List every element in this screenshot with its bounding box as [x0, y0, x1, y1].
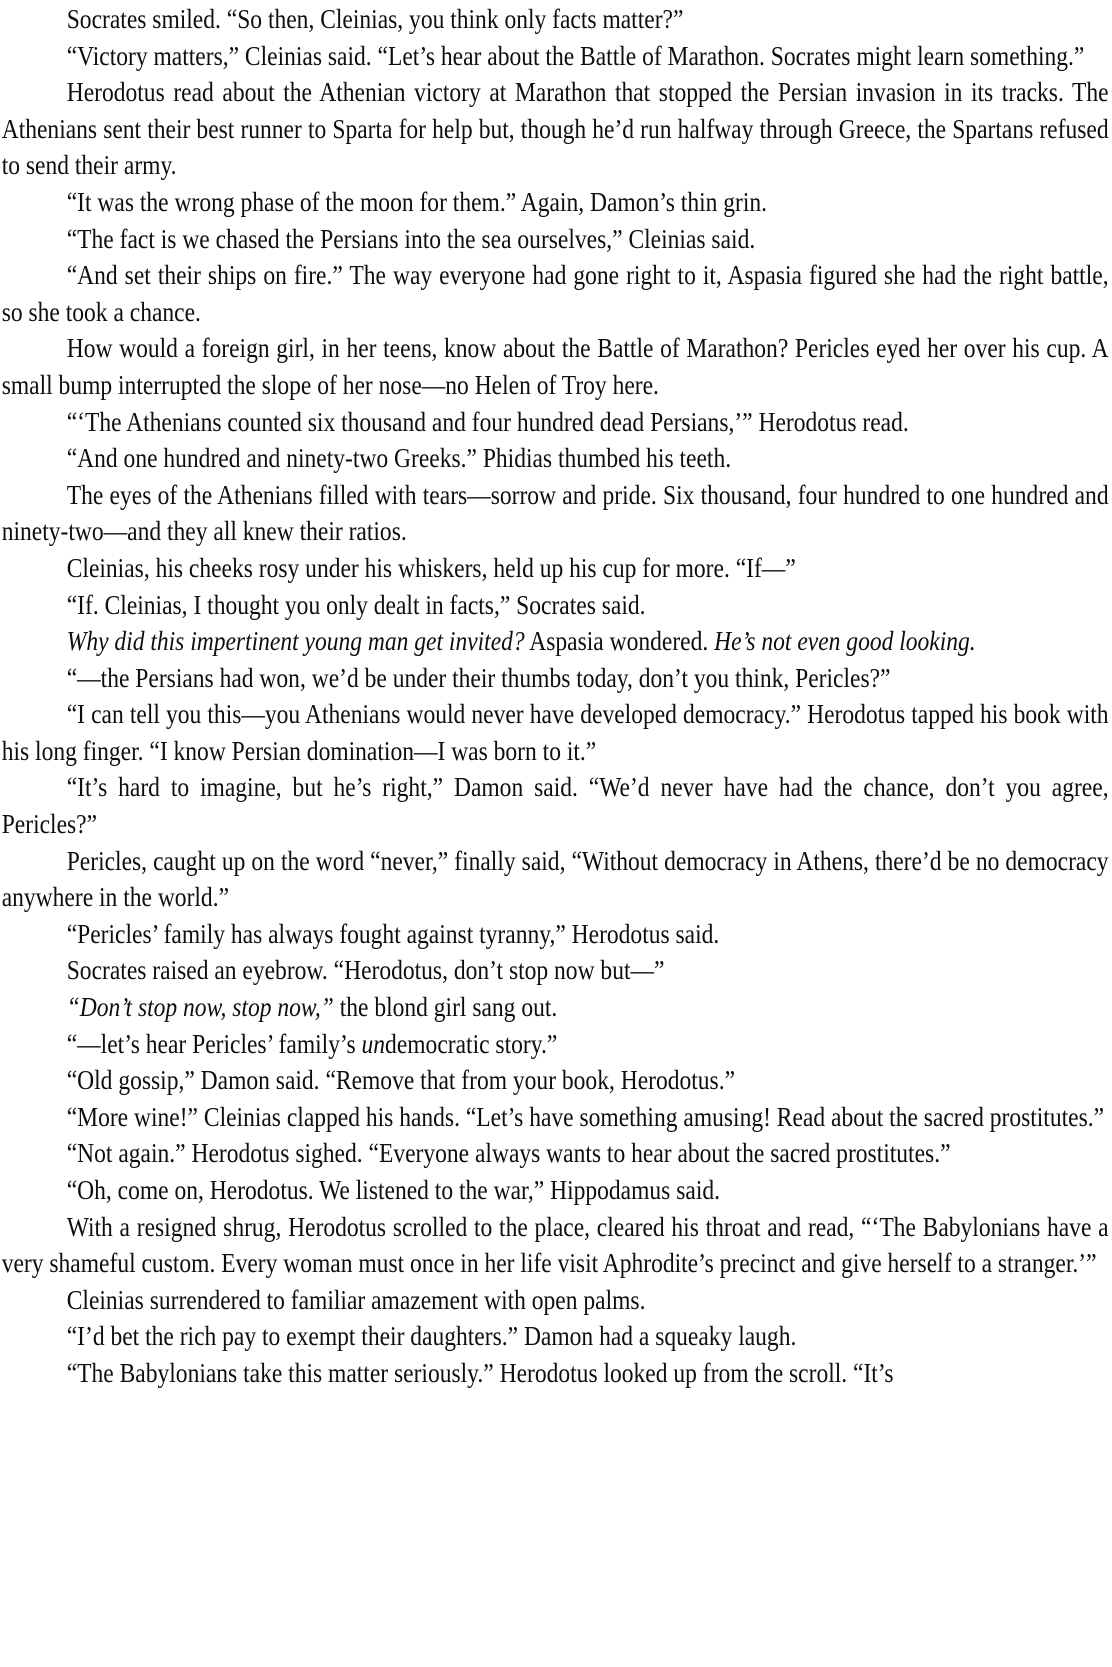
paragraph: [2, 477, 1109, 550]
text-segment: Cleinias, his cheeks rosy under his whiskers, held up his cup for more. “If—”: [66, 551, 796, 583]
text-segment: “Oh, come on, Herodotus. We listened to the war,” Hippodamus said.: [66, 1174, 720, 1205]
paragraph: [2, 1209, 1109, 1282]
paragraph: [2, 1135, 1109, 1172]
italic-text-segment: He’s not even good looking.: [714, 625, 976, 657]
text-segment: Cleinias surrendered to familiar amazement with open palms.: [66, 1283, 646, 1315]
paragraph: [2, 550, 1109, 587]
text-segment: “Pericles’ family has always fought against tyranny,” Herodotus said.: [66, 917, 720, 949]
text-segment: “It’s hard to imagine, but he’s right,” Damon said. “We’d never have had the chance, don’t you agree, Pericles?”: [1, 771, 1109, 840]
paragraph: [2, 1282, 1109, 1319]
paragraph: [2, 769, 1109, 842]
paragraph: [2, 1355, 1109, 1392]
paragraph: [2, 843, 1109, 916]
text-segment: “I can tell you this—you Athenians would never have developed democracy.” Herodotus tapped his book with his long finger. “I know Persian domination—I was born to it.”: [1, 698, 1109, 766]
text-segment: “Not again.” Herodotus sighed. “Everyone always wants to hear about the sacred prostitutes.”: [66, 1137, 951, 1169]
paragraph: [2, 1, 1109, 38]
text-segment: “I’d bet the rich pay to exempt their daughters.” Damon had a squeaky laugh.: [66, 1320, 797, 1352]
paragraph: [2, 916, 1109, 953]
text-segment: “And set their ships on fire.” The way everyone had gone right to it, Aspasia figured she had the right battle, so she took a chance.: [1, 259, 1109, 327]
italic-text-segment: Why did this impertinent young man get invited?: [66, 625, 525, 657]
text-segment: Socrates raised an eyebrow. “Herodotus, don’t stop now but—”: [66, 954, 665, 986]
paragraph: [2, 1099, 1109, 1136]
text-segment: Socrates smiled. “So then, Cleinias, you think only facts matter?”: [66, 3, 684, 34]
text-segment: “It was the wrong phase of the moon for them.” Again, Damon’s thin grin.: [66, 185, 768, 217]
paragraph: [2, 952, 1109, 989]
text-segment: democratic story.”: [385, 1027, 558, 1059]
paragraph: [2, 221, 1109, 258]
paragraph: [2, 623, 1109, 660]
paragraph: [2, 587, 1109, 624]
text-segment: “Old gossip,” Damon said. “Remove that from your book, Herodotus.”: [66, 1064, 736, 1096]
text-segment: How would a foreign girl, in her teens, know about the Battle of Marathon? Pericles eyed her over his cup. A small bump interrupted the slope of her nose—no Helen of Troy here.: [1, 332, 1109, 400]
text-segment: Herodotus read about the Athenian victory at Marathon that stopped the Persian invasion in its tracks. The Athenians sent their best runner to Sparta for help but, though he’d run halfway through Greece, the Spartans refused to send their army.: [1, 76, 1109, 181]
text-segment: The eyes of the Athenians filled with tears—sorrow and pride. Six thousand, four hundred to one hundred and ninety-two—and they all knew their ratios.: [1, 478, 1109, 547]
paragraph: [2, 660, 1109, 697]
paragraph: [2, 38, 1109, 75]
paragraph: [2, 696, 1109, 769]
text-segment: “The Babylonians take this matter seriously.” Herodotus looked up from the scroll. “It’s: [66, 1356, 894, 1388]
paragraph: [2, 74, 1109, 184]
paragraph: [2, 184, 1109, 221]
paragraph: [2, 1026, 1109, 1063]
paragraph: [2, 1062, 1109, 1099]
paragraph: [2, 989, 1109, 1026]
paragraph: [2, 257, 1109, 330]
text-segment: “And one hundred and ninety-two Greeks.” Phidias thumbed his teeth.: [66, 442, 732, 474]
text-segment: the blond girl sang out.: [333, 991, 558, 1023]
text-segment: “—let’s hear Pericles’ family’s: [66, 1027, 362, 1059]
paragraph: [2, 330, 1109, 403]
text-segment: “The fact is we chased the Persians into the sea ourselves,” Cleinias said.: [66, 222, 756, 254]
text-segment: “If. Cleinias, I thought you only dealt in facts,” Socrates said.: [66, 588, 646, 620]
text-segment: “‘The Athenians counted six thousand and four hundred dead Persians,’” Herodotus read.: [66, 405, 909, 437]
text-segment: With a resigned shrug, Herodotus scrolled to the place, cleared his throat and read, “‘The Babylonians have a very shameful custom. Every woman must once in her life visit Aphrodite’s precinct and give herself to a stranger.’”: [1, 1210, 1109, 1279]
paragraph: [2, 404, 1109, 441]
italic-text-segment: “Don’t stop now, stop now,”: [66, 991, 334, 1023]
text-segment: “More wine!” Cleinias clapped his hands. “Let’s have something amusing! Read about the sacred prostitutes.”: [66, 1100, 1105, 1132]
text-segment: Aspasia wondered.: [524, 625, 715, 657]
text-segment: “—the Persians had won, we’d be under their thumbs today, don’t you think, Pericles?”: [66, 661, 891, 693]
italic-text-segment: un: [361, 1027, 386, 1059]
paragraph: [2, 1172, 1109, 1209]
paragraph: [2, 440, 1109, 477]
text-segment: Pericles, caught up on the word “never,” finally said, “Without democracy in Athens, there’d be no democracy anywhere in the world.”: [1, 844, 1109, 913]
paragraph: [2, 1318, 1109, 1355]
text-segment: “Victory matters,” Cleinias said. “Let’s hear about the Battle of Marathon. Socrates might learn something.”: [66, 39, 1085, 71]
